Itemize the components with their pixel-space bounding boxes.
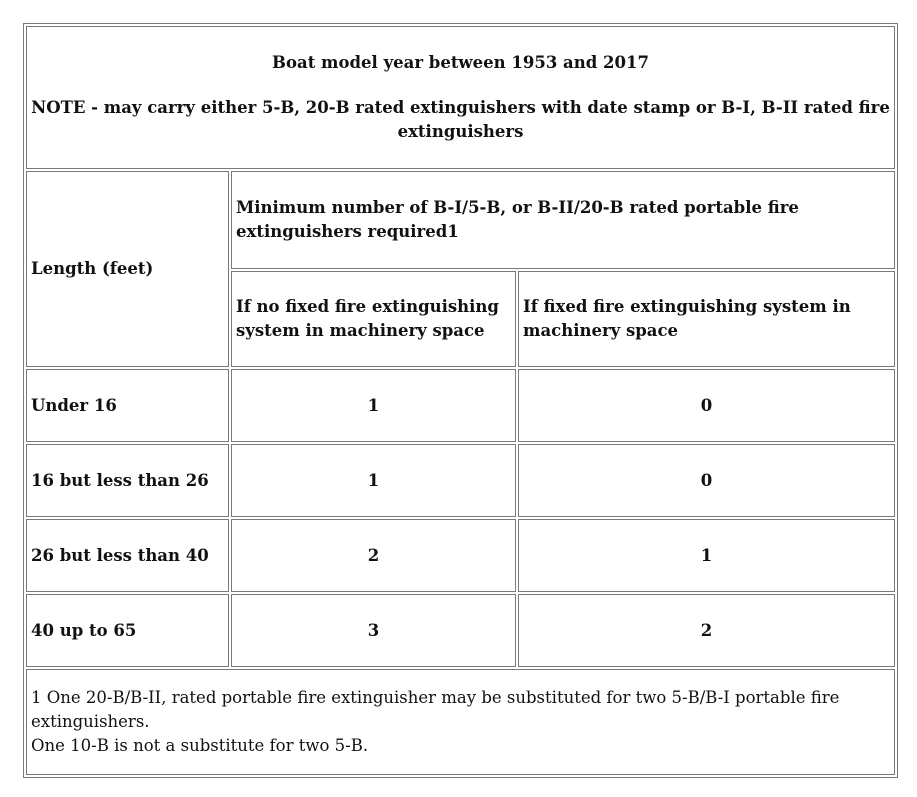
length-cell: 26 but less than 40 <box>26 519 229 592</box>
no-fixed-count-cell: 3 <box>231 594 516 667</box>
table-title: Boat model year between 1953 and 2017 <box>272 53 649 72</box>
footnote-line-2: One 10-B is not a substitute for two 5-B. <box>31 736 369 755</box>
no-fixed-system-header: If no fixed fire extinguishing system in machinery space <box>231 271 516 368</box>
length-column-header: Length (feet) <box>26 171 229 367</box>
table-header-row <box>26 26 895 169</box>
minimum-number-header: Minimum number of B-I/5-B, or B-II/20-B rated portable fire extinguishers required1 <box>231 171 895 269</box>
length-cell: 40 up to 65 <box>26 594 229 667</box>
table-note: NOTE - may carry either 5-B, 20-B rated extinguishers with date stamp or B-I, B-II rated fire extinguishers <box>31 98 890 141</box>
length-cell: Under 16 <box>26 369 229 442</box>
table-row <box>26 519 895 592</box>
table-row <box>26 444 895 517</box>
no-fixed-count-cell: 2 <box>231 519 516 592</box>
fixed-count-cell: 0 <box>518 369 895 442</box>
fire-extinguisher-table <box>23 23 898 778</box>
table-row <box>26 594 895 667</box>
footnote-cell <box>26 669 895 775</box>
footnote-line-1: 1 One 20-B/B-II, rated portable fire extinguisher may be substituted for two 5-B/B-I portable fire extinguishers. <box>31 688 840 731</box>
column-header-row <box>26 171 895 269</box>
table-header-cell <box>26 26 895 169</box>
no-fixed-count-cell: 1 <box>231 369 516 442</box>
length-cell: 16 but less than 26 <box>26 444 229 517</box>
table-row <box>26 369 895 442</box>
no-fixed-count-cell: 1 <box>231 444 516 517</box>
fixed-count-cell: 0 <box>518 444 895 517</box>
fixed-count-cell: 1 <box>518 519 895 592</box>
footnote-row <box>26 669 895 775</box>
fixed-system-header: If fixed fire extinguishing system in machinery space <box>518 271 895 368</box>
fixed-count-cell: 2 <box>518 594 895 667</box>
